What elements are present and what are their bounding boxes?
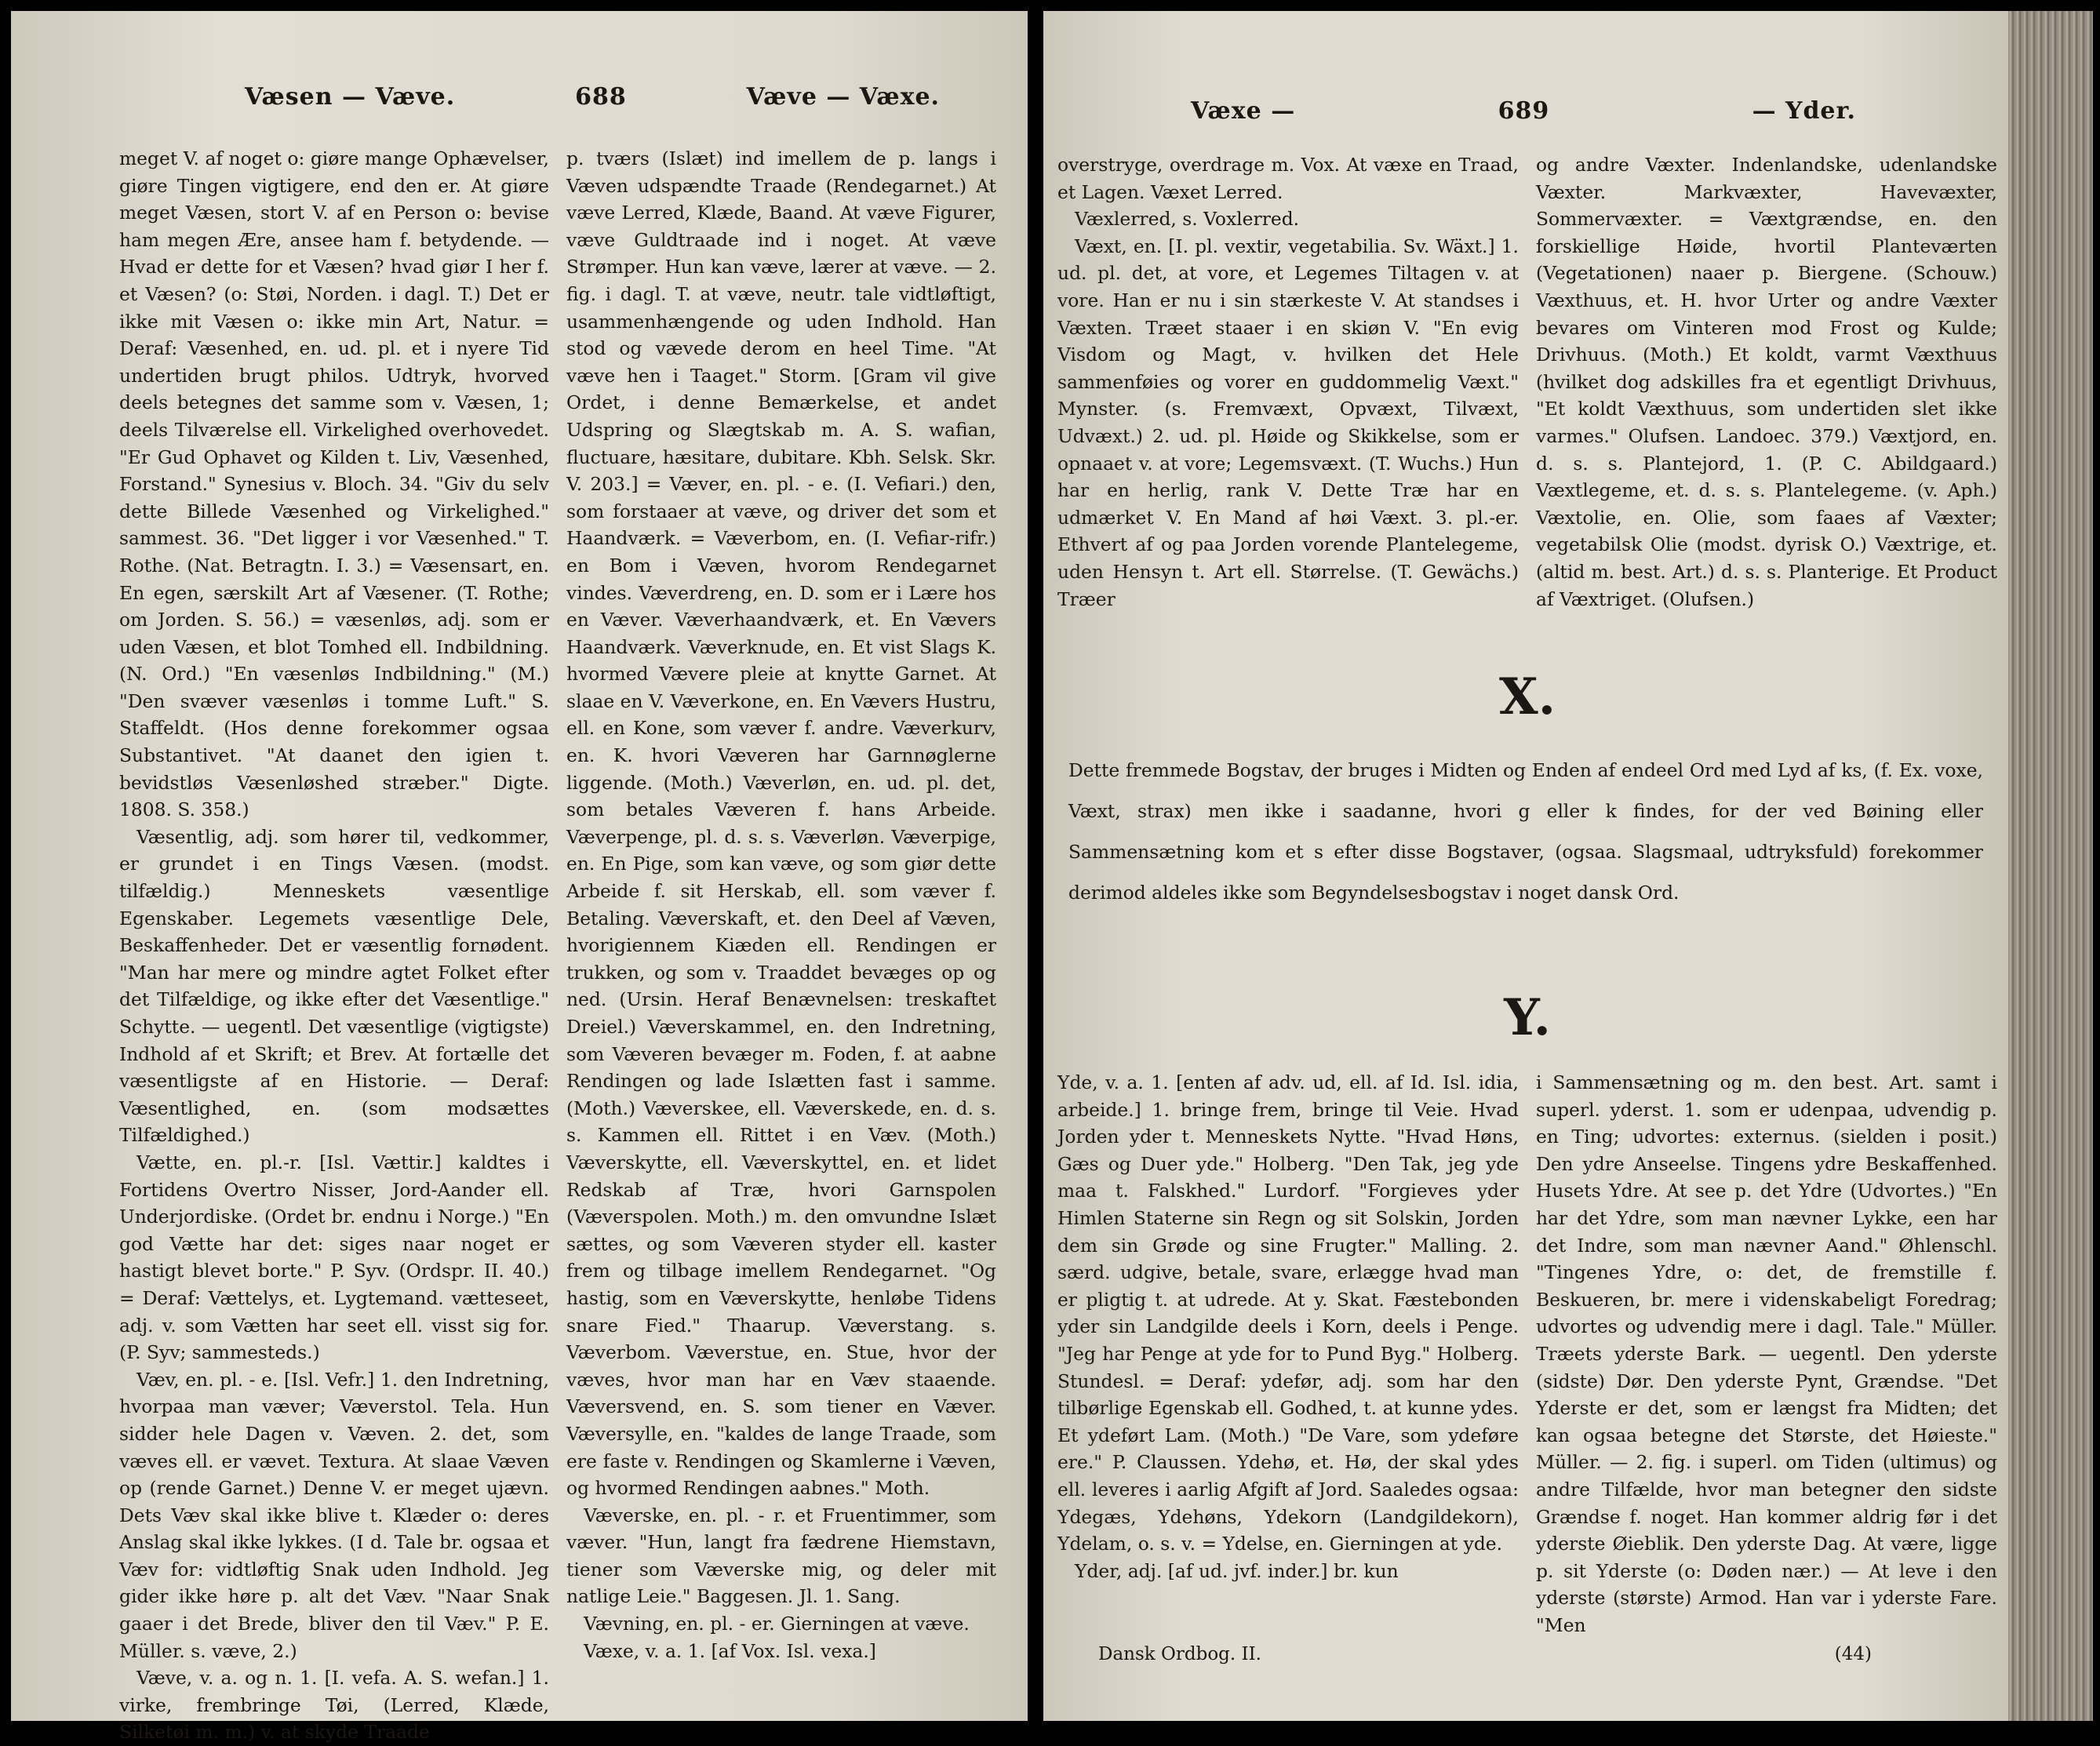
entry: Væv, en. pl. - e. [Isl. Vefr.] 1. den Indretning, hvorpaa man væver; Væverstol. Tela. Hun sidder hele Dagen v. Væven. 2. det, som væves ell. er vævet. Textura. At slaae Væven op (rende Garnet.) Denne V. er meget ujævn. Dets Væv skal ikke blive t. Klæder o: deres Anslag skal ikke lykkes. (I d. Tale br. ogsaa et Væv for: vidtløftig Snak uden Indhold. Jeg gider ikke høre p. alt det Væv. "Naar Snak gaaer i det Brede, bliver den til Væv." P. E. Müller. s. væve, 2.) xyxy=(119,1368,549,1662)
column-right-2 xyxy=(1536,151,1997,613)
entry: Væxt, en. [I. pl. vextir, vegetabilia. Sv. Wäxt.] 1. ud. pl. det, at vore, et Legemes Tiltagen v. at vore. Han er nu i sin stærkeste V. At standses i Væxten. Træet staaer i en skiøn V. "En evig Visdom og Magt, v. hvilken det Hele sammenføies og vorer en guddommelig Væxt." Mynster. (s. Fremvæxt, Opvæxt, Tilvæxt, Udvæxt.) 2. ud. pl. Høide og Skikkelse, som er opnaaet v. at vore; Legemsvæxt. (T. Wuchs.) Hun har en herlig, rank V. Dette Træ har en udmærket V. En Mand af høi Væxt. 3. pl.-er. Ethvert af og paa Jorden vorende Plantelegeme, uden Hensyn t. Art ell. Størrelse. (T. Gewächs.) Træer xyxy=(1057,235,1519,610)
entry: Væsentlig, adj. som hører til, vedkommer, er grundet i en Tings Væsen. (modst. tilfældig.) Menneskets væsentlige Egenskaber. Legemets væsentlige Dele, Beskaffenheder. Det er væsentlig fornødent. "Man har mere og mindre agtet Folket efter det Tilfældige, og ikke efter det Væsentlige." Schytte. — uegentl. Det væsentlige (vigtigste) Indhold af et Skrift; et Brev. At fortælle det væsentligste af en Historie. — Deraf: Væsentlighed, en. (som modsættes Tilfældighed.) xyxy=(119,825,549,1147)
section-letter-x: X. xyxy=(1499,667,1556,727)
right-page xyxy=(1043,11,2008,1721)
head-word-first: Væxe — xyxy=(1191,97,1296,125)
entry: Yder, adj. [af ud. jvf. inder.] br. kun xyxy=(1075,1559,1399,1582)
column-left-2 xyxy=(566,145,996,1746)
head-word-last: Væve — Væxe. xyxy=(746,83,940,111)
entry: p. tværs (Islæt) ind imellem de p. langs i Væven udspændte Traade (Rendegarnet.) At væve Lerred, Klæde, Baand. At væve Figurer, væve Guldtraade ind i noget. At væve Strømper. Hun kan væve, lærer at væve. — 2. fig. i dagl. T. at væve, neutr. tale vidtløftigt, usammenhængende og uden Indhold. Han stod og vævede derom en heel Time. "At væve hen i Taaget." Storm. [Gram vil give Ordet, i denne Bemærkelse, et andet Udspring og Slægtskab m. A. S. wafian, fluctuare, hæsitare, dubitare. Kbh. Selsk. Skr. V. 203.] = Væver, en. pl. - e. (I. Vefiari.) den, som forstaaer at væve, og driver det som et Haandværk. = Væverbom, en. (I. Vefiar-rifr.) en Bom i Væven, hvorom Rendegarnet vindes. Væverdreng, en. D. som er i Lære hos en Væver. Væverhaandværk, et. En Vævers Haandværk. Væverknude, en. Et vist Slags K. hvormed Vævere pleie at knytte Garnet. At slaae en V. Væverkone, en. En Vævers Hustru, ell. en Kone, som væver f. andre. Væverkurv, en. K. hvori Væveren har Garnnøglerne liggende. (Moth.) Væverløn, en. ud. pl. det, som betales Væveren f. hans Arbeide. Væverpenge, pl. d. s. s. Væverløn. Væverpige, en. En Pige, som kan væve, og som giør dette Arbeide f. sit Herskab, ell. som væver f. Betaling. Væverskaft, et. den Deel af Væven, hvorigiennem Kiæden ell. Rendingen er trukken, og som v. Traaddet bevæges op og ned. (Ursin. Heraf Benævnelsen: treskaftet Dreiel.) Væverskammel, en. den Indretning, som Væveren bevæger m. Foden, f. at aabne Rendingen og lade Islætten fast i samme. (Moth.) Væverskee, ell. Væverskede, en. d. s. s. Kammen ell. Rittet i en Væv. (Moth.) Væverskytte, ell. Væverskyttel, en. et lidet Redskab af Træ, hvori Garnspolen (Væverspolen. Moth.) m. den omvundne Islæt sættes, og som Væveren styder ell. kaster frem og tilbage imellem Rendegarnet. "Og hastig, som en Væverskytte, henløbe Tidens snare Fied." Thaarup. Væverstang. s. Væverbom. Væverstue, en. Stue, hvor der væves, hvor man har en Væv staaende. Væversvend, en. S. som tiener en Væver. Væversylle, en. "kaldes de lange Traade, som ere faste v. Rendingen og Skamlerne i Væven, og hvormed Rendingen aabnes." Moth. xyxy=(566,147,996,1500)
signature-line: Dansk Ordbog. II. xyxy=(1098,1643,1261,1664)
column-right-1 xyxy=(1057,151,1519,613)
running-head-left xyxy=(119,83,996,111)
section-letter-y: Y. xyxy=(1504,988,1551,1048)
left-page xyxy=(11,11,1028,1744)
x-introduction: Dette fremmede Bogstav, der bruges i Midten og Enden af endeel Ord med Lyd af ks, (f. Ex. voxe, Væxt, strax) men ikke i saadanne, hvori g eller k findes, for der ved Bøining eller Sammensætning kom et s efter disse Bogstaver, (ogsaa. Slagsmaal, udtryksfuld) forekommer derimod aldeles ikke som Begyndelsesbogstav i noget dansk Ord. xyxy=(1068,759,1983,904)
entry: Yde, v. a. 1. [enten af adv. ud, ell. af Id. Isl. idia, arbeide.] 1. bringe frem, bringe til Veie. Hvad Jorden yder t. Menneskets Nytte. "Hvad Høns, Gæs og Duer yde." Holberg. "Den Tak, jeg yde maa t. Falskhed." Lurdorf. "Forgieves yder Himlen Staterne sin Regn og sit Solskin, Jorden dem sin Grøde og sine Frugter." Malling. 2. særd. udgive, betale, svare, erlægge hvad man er pligtig t. at udrede. At y. Skat. Fæstebonden yder sin Landgilde deels i Korn, deels i Penge. "Jeg har Penge at yde for to Pund Byg." Holberg. Stundesl. = Deraf: ydefør, adj. som har den tilbørlige Egenskab ell. Godhed, t. at kunne ydes. Et ydeført Lam. (Moth.) "De Vare, som ydeføre ere." P. Claussen. Ydehø, et. Hø, der skal ydes ell. leveres i aarlig Afgift af Jord. Saaledes ogsaa: Ydegæs, Ydehøns, Ydekorn (Landgildekorn), Ydelam, o. s. v. = Ydelse, en. Gierningen at yde. xyxy=(1057,1071,1519,1555)
entry: Vætte, en. pl.-r. [Isl. Vættir.] kaldtes i Fortidens Overtro Nisser, Jord-Aander ell. Underjordiske. (Ordet br. endnu i Norge.) "En god Vætte har det: siges naar noget er hastigt blevet borte." P. Syv. (Ordspr. II. 40.) = Deraf: Vættelys, et. Lygtemand. vætteseet, adj. v. som Vætten har seet ell. visst sig for. (P. Syv; sammesteds.) xyxy=(119,1151,549,1364)
entry: Væxlerred, s. Voxlerred. xyxy=(1075,208,1300,231)
sheet-number: (44) xyxy=(1834,1643,1872,1664)
column-y-1 xyxy=(1057,1069,1519,1639)
entry: Væve, v. a. og n. 1. [I. vefa. A. S. wefan.] 1. virke, frembringe Tøi, (Lerred, Klæde, Silketøi m. m.) v. at skyde Traade xyxy=(119,1667,549,1744)
head-word-last: — Yder. xyxy=(1752,97,1856,125)
page-footer xyxy=(1057,1644,1997,1664)
page-number: 688 xyxy=(575,83,627,111)
entry: overstryge, overdrage m. Vox. At væxe en Traad, et Lagen. Væxet Lerred. xyxy=(1057,154,1519,203)
head-word-first: Væsen — Væve. xyxy=(245,83,456,111)
column-left-1 xyxy=(119,145,549,1746)
entry: og andre Væxter. Indenlandske, udenlandske Væxter. Markvæxter, Havevæxter, Sommervæxter. = Væxtgrændse, en. den forskiellige Høide, hvortil Planteværten (Vegetationen) naaer p. Biergene. (Schouw.) Væxthuus, et. H. hvor Urter og andre Væxter bevares om Vinteren mod Frost og Kulde; Drivhuus. (Moth.) Et koldt, varmt Væxthuus (hvilket dog adskilles fra et egentligt Drivhuus, "Et koldt Væxthuus, som undertiden slet ikke varmes." Olufsen. Landoec. 379.) Væxtjord, en. d. s. s. Plantejord, 1. (P. C. Abildgaard.) Væxtlegeme, et. d. s. s. Plantelegeme. (v. Aph.) Væxtolie, en. Olie, som faaes af Væxter; vegetabilsk Olie (modst. dyrisk O.) Væxtrige, et. (altid m. best. Art.) d. s. s. Planterige. Et Product af Væxtriget. (Olufsen.) xyxy=(1536,154,1997,610)
page-edges xyxy=(2008,11,2093,1721)
entry: meget V. af noget o: giøre mange Ophævelser, giøre Tingen vigtigere, end den er. At giøre meget Væsen, stort V. af en Person o: bevise ham megen Ære, ansee ham f. betydende. — Hvad er dette for et Væsen? hvad giør I her f. et Væsen? (o: Støi, Norden. i dagl. T.) Det er ikke mit Væsen o: ikke min Art, Natur. = Deraf: Væsenhed, en. ud. pl. et i nyere Tid undertiden brugt philos. Udtryk, hvorved deels betegnes det samme som v. Væsen, 1; deels Tilværelse ell. Virkelighed overhovedet. "Er Gud Ophavet og Kilden t. Liv, Væsenhed, Forstand." Synesius v. Bloch. 34. "Giv du selv dette Billede Væsenhed og Virkelighed." sammest. 36. "Det ligger i vor Væsenhed." T. Rothe. (Nat. Betragtn. I. 3.) = Væsensart, en. En egen, særskilt Art af Væsener. (T. Rothe; om Jorden. S. 56.) = væsenløs, adj. som er uden Væsen, et blot Tomhed ell. Indbildning. (N. Ord.) "En væsenløs Indbildning." (M.) "Den svæver væsenløs i tomme Luft." S. Staffeldt. (Hos denne forekommer ogsaa Substantivet. "At daanet den igien t. bevidstløs Væsenløshed stræber." Digte. 1808. S. 358.) xyxy=(119,147,549,821)
entry: Vævning, en. pl. - er. Gierningen at væve. xyxy=(584,1613,970,1635)
running-head-right xyxy=(1057,97,1997,125)
column-y-2 xyxy=(1536,1069,1997,1639)
entry: i Sammensætning og m. den best. Art. samt i superl. yderst. 1. som er udenpaa, udvendig p. en Ting; udvortes: externus. (sielden i posit.) Den ydre Anseelse. Tingens ydre Beskaffenhed. Husets Ydre. At see p. det Ydre (Udvortes.) "En har det Ydre, som man nævner Lykke, een har det Indre, som man nævner Aand." Øhlenschl. "Tingenes Ydre, o: det, de fremstille f. Beskueren, br. mere i videnskabeligt Foredrag; udvortes og udvendig mere i dagl. Tale." Müller. Træets yderste Bark. — uegentl. Den yderste (sidste) Dør. Den yderste Pynt, Grændse. "Det Yderste er det, som er længst fra Midten; det kan ogsaa betegne det Største, det Høieste." Müller. — 2. fig. i superl. om Tiden (ultimus) og andre Tilfælde, hvor man betegner den sidste Grændse f. noget. Han kommer aldrig før i det yderste Øieblik. Den yderste Dag. At være, ligge p. sit Yderste (o: Døden nær.) — At leve i den yderste (største) Armod. Han var i yderste Fare. "Men xyxy=(1536,1071,1997,1636)
entry: Væverske, en. pl. - r. et Fruentimmer, som væver. "Hun, langt fra fædrene Hiemstavn, tiener som Væverske mig, og deler mit natlige Leie." Baggesen. Jl. 1. Sang. xyxy=(566,1504,996,1608)
entry: Væxe, v. a. 1. [af Vox. Isl. vexa.] xyxy=(584,1639,876,1662)
page-number: 689 xyxy=(1498,97,1550,125)
